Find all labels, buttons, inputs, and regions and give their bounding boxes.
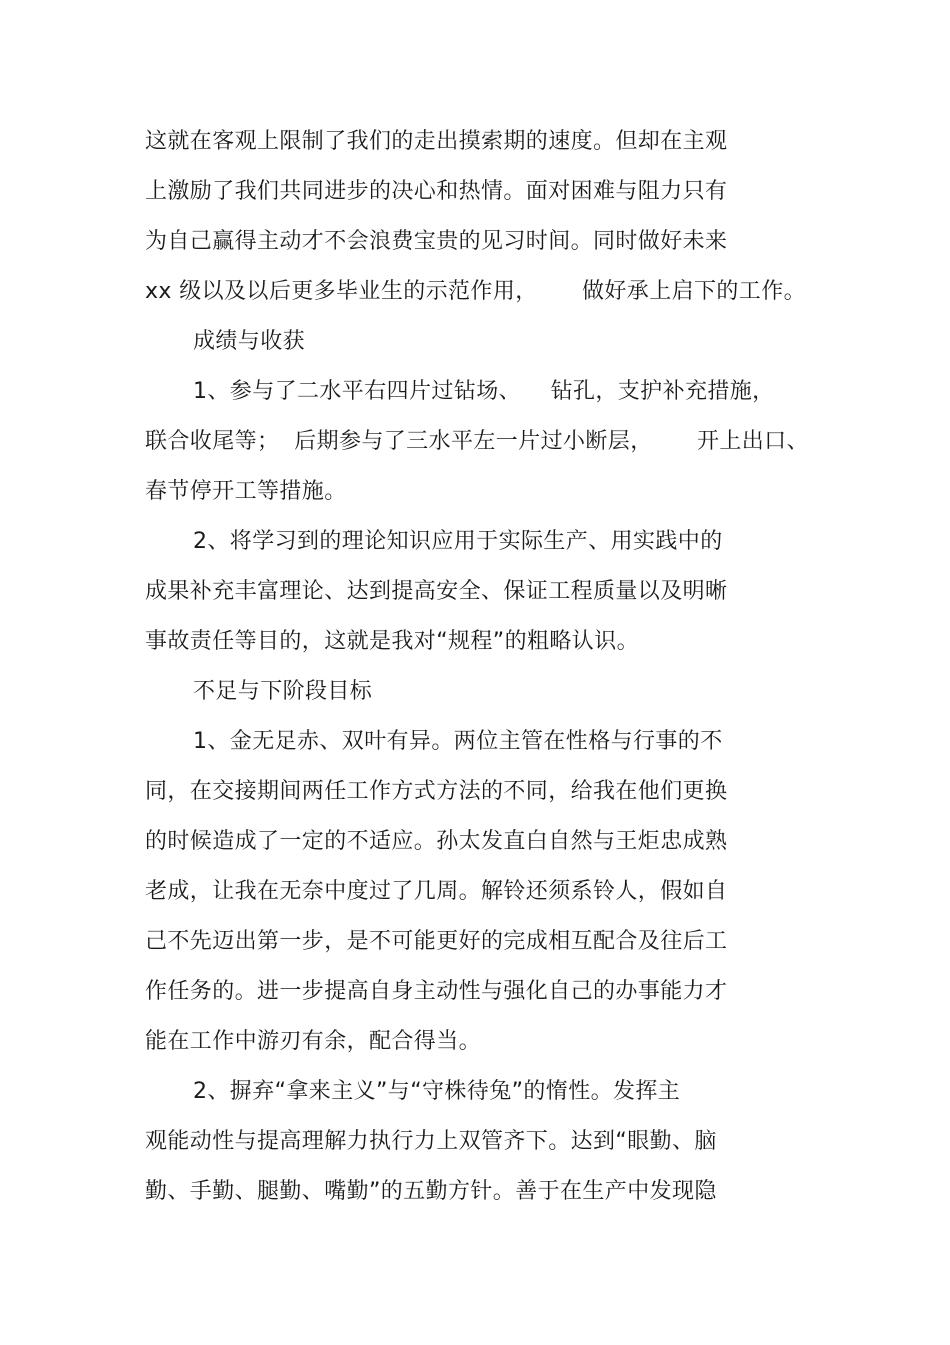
paragraph-line: 1、金无足赤、双叶有异。两位主管在性格与行事的不 — [193, 729, 723, 754]
paragraph-line: 为自己赢得主动才不会浪费宝贵的见习时间。同时做好未来 — [145, 229, 728, 254]
paragraph-line: 上激励了我们共同进步的决心和热情。面对困难与阻力只有 — [145, 179, 728, 204]
paragraph-line: 己不先迈出第一步，是不可能更好的完成相互配合及往后工 — [145, 929, 728, 954]
paragraph-line: 能在工作中游刃有余，配合得当。 — [145, 1029, 482, 1054]
paragraph-line: 作任务的。进一步提高自身主动性与强化自己的办事能力才 — [145, 979, 728, 1004]
section-heading: 成绩与收获 — [193, 329, 306, 354]
paragraph-line: 联合收尾等； 后期参与了三水平左一片过小断层， 开上出口、 — [145, 429, 809, 454]
paragraph-line: 勤、手勤、腿勤、嘴勤”的五勤方针。善于在生产中发现隐 — [145, 1179, 717, 1204]
paragraph-line: 观能动性与提高理解力执行力上双管齐下。达到“眼勤、脑 — [145, 1129, 717, 1154]
paragraph-line: 同，在交接期间两任工作方式方法的不同，给我在他们更换 — [145, 779, 728, 804]
paragraph-line: 2、摒弃“拿来主义”与“守株待兔”的惰性。发挥主 — [193, 1079, 681, 1104]
paragraph-line: xx 级以及以后更多毕业生的示范作用， 做好承上启下的工作。 — [145, 279, 806, 304]
paragraph-line: 1、参与了二水平右四片过钻场、 钻孔，支护补充措施， — [193, 379, 775, 404]
paragraph-line: 春节停开工等措施。 — [145, 479, 347, 504]
paragraph-line: 老成，让我在无奈中度过了几周。解铃还须系铃人，假如自 — [145, 879, 728, 904]
paragraph-line: 的时候造成了一定的不适应。孙太发直白自然与王炬忠成熟 — [145, 829, 728, 854]
paragraph-line: 成果补充丰富理论、达到提高安全、保证工程质量以及明晰 — [145, 579, 728, 604]
section-heading: 不足与下阶段目标 — [193, 679, 373, 704]
paragraph-line: 2、将学习到的理论知识应用于实际生产、用实践中的 — [193, 529, 723, 554]
paragraph-line: 事故责任等目的，这就是我对“规程”的粗略认识。 — [145, 629, 639, 654]
paragraph-line: 这就在客观上限制了我们的走出摸索期的速度。但却在主观 — [145, 129, 728, 154]
